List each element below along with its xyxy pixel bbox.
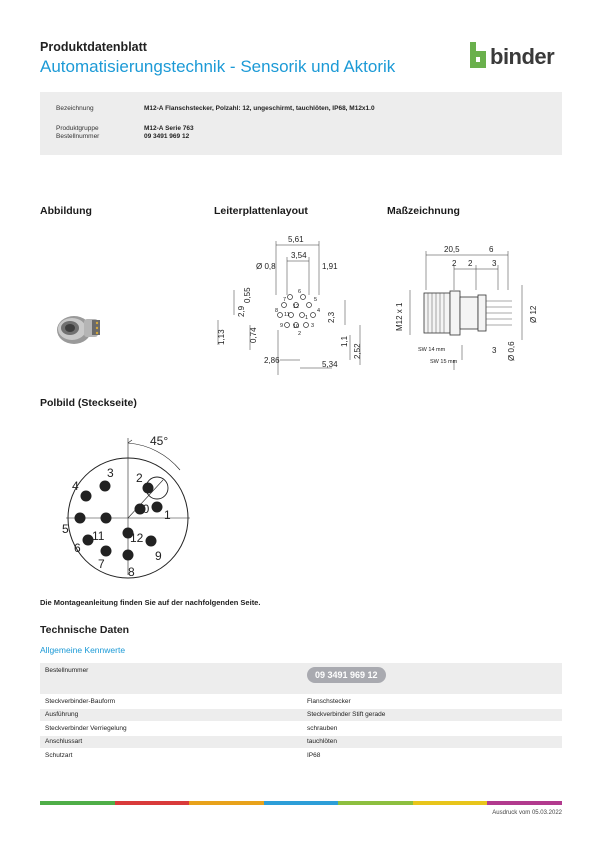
pcb-layout-drawing [210, 235, 378, 385]
pol-pin-9: 9 [155, 549, 162, 563]
pcb-dim-0-8: Ø 0,8 [256, 262, 276, 271]
heading-masszeichnung: Maßzeichnung [387, 205, 460, 217]
tech-value: schrauben [302, 722, 562, 736]
pcb-pin-1: 1 [305, 315, 309, 321]
color-bar-segment [264, 801, 339, 805]
tech-value: Flanschstecker [302, 695, 562, 709]
pcb-pin-12: 12 [293, 304, 300, 310]
pcb-pin-3: 3 [311, 323, 315, 329]
pcb-dim-2-9: 2,9 [237, 305, 246, 317]
tech-value: tauchlöten [302, 735, 562, 749]
table-row [40, 695, 562, 709]
heading-abbildung: Abbildung [40, 205, 92, 217]
tech-label: Schutzart [40, 749, 302, 763]
color-bar-segment [40, 801, 115, 805]
mass-dim-3-top: 3 [492, 259, 497, 268]
pcb-dim-2-3: 2,3 [327, 311, 336, 323]
pcb-dim-5-61: 5,61 [288, 235, 304, 244]
document-title: Produktdatenblatt [40, 40, 147, 54]
mass-dim-2b: 2 [468, 259, 473, 268]
tech-value: Steckverbinder Stift gerade [302, 708, 562, 722]
tech-value: IP68 [302, 749, 562, 763]
tech-data-subtitle: Allgemeine Kennwerte [40, 645, 126, 655]
pcb-pin-7: 7 [283, 297, 287, 303]
order-number-badge: 09 3491 969 12 [307, 667, 386, 683]
pol-pin-3: 3 [107, 466, 114, 480]
pcb-pin-9: 9 [280, 323, 284, 329]
pcb-pin-2: 2 [298, 331, 302, 337]
pol-pin-8: 8 [128, 565, 135, 579]
mass-dim-d12: Ø 12 [529, 305, 538, 323]
pol-pin-5: 5 [62, 522, 69, 536]
color-bar-segment [189, 801, 264, 805]
info-value-bestellnummer: 09 3491 969 12 [144, 133, 190, 140]
tech-data-table [40, 663, 562, 763]
table-row [40, 735, 562, 749]
pcb-pin-11: 11 [284, 312, 290, 318]
table-row [40, 749, 562, 763]
table-row [40, 708, 562, 722]
product-image [48, 305, 108, 350]
mass-dim-m12: M12 x 1 [395, 302, 404, 331]
mass-dim-3-bottom: 3 [492, 346, 497, 355]
tech-label: Ausführung [40, 708, 302, 722]
pol-pin-10: 10 [136, 502, 150, 516]
pin-layout-drawing [58, 430, 198, 580]
product-info-box [40, 92, 562, 155]
footer-color-bar [40, 801, 562, 805]
info-value-bezeichnung: M12-A Flanschstecker, Polzahl: 12, ungeschirmt, tauchlöten, IP68, M12x1.0 [144, 105, 375, 112]
pol-pin-1: 1 [164, 508, 171, 522]
mass-sw14: SW 14 mm [418, 347, 446, 353]
mass-sw15: SW 15 mm [430, 359, 458, 365]
pol-pin-6: 6 [74, 541, 81, 555]
heading-polbild: Polbild (Steckseite) [40, 397, 137, 409]
pol-pin-4: 4 [72, 479, 79, 493]
binder-logo-mark-icon [468, 40, 490, 70]
pcb-dim-3-54: 3,54 [291, 251, 307, 260]
tech-data-title: Technische Daten [40, 624, 130, 636]
table-row [40, 722, 562, 736]
info-label-produktgruppe: Produktgruppe [56, 125, 99, 132]
info-label-bezeichnung: Bezeichnung [56, 105, 94, 112]
mass-dim-20-5: 20,5 [444, 245, 460, 254]
pol-angle-label: 45° [150, 434, 169, 448]
assembly-note: Die Montageanleitung finden Sie auf der nachfolgenden Seite. [40, 598, 261, 607]
color-bar-segment [338, 801, 413, 805]
tech-label: Steckverbinder-Bauform [40, 695, 302, 709]
pcb-dim-2-52: 2,52 [353, 343, 362, 359]
document-subtitle: Automatisierungstechnik - Sensorik und Aktorik [40, 57, 396, 76]
pcb-pin-8: 8 [275, 308, 279, 314]
pol-pin-11: 11 [92, 529, 105, 543]
logo-text: binder [490, 44, 555, 69]
pcb-dim-0-74: 0,74 [249, 327, 258, 343]
pcb-dim-1-13: 1,13 [217, 329, 226, 345]
color-bar-segment [487, 801, 562, 805]
pcb-dim-1-1: 1,1 [340, 335, 349, 347]
tech-label: Anschlussart [40, 735, 302, 749]
tech-label: Bestellnummer [40, 663, 302, 695]
tech-label: Steckverbinder Verriegelung [40, 722, 302, 736]
pcb-pin-5: 5 [314, 297, 318, 303]
print-date: Ausdruck vom 05.03.2022 [492, 810, 562, 816]
pcb-dim-1-91: 1,91 [322, 262, 338, 271]
pcb-pin-4: 4 [317, 308, 321, 314]
pol-pin-7: 7 [98, 557, 105, 571]
pcb-dim-5-34: 5,34 [322, 360, 338, 369]
heading-leiterplattenlayout: Leiterplattenlayout [214, 205, 308, 217]
color-bar-segment [115, 801, 190, 805]
pcb-pin-10: 10 [293, 324, 300, 330]
table-row [40, 663, 562, 695]
pcb-dim-0-55: 0,55 [243, 287, 252, 303]
dimension-drawing [388, 235, 562, 385]
pol-pin-2: 2 [136, 471, 143, 485]
mass-dim-d0-6: Ø 0,6 [507, 341, 516, 361]
info-value-produktgruppe: M12-A Serie 763 [144, 125, 194, 132]
pcb-pin-6: 6 [298, 289, 302, 295]
mass-dim-6: 6 [489, 245, 494, 254]
info-label-bestellnummer: Bestellnummer [56, 133, 100, 140]
binder-logo [468, 40, 564, 70]
mass-dim-2a: 2 [452, 259, 457, 268]
color-bar-segment [413, 801, 488, 805]
pcb-dim-2-86: 2,86 [264, 356, 280, 365]
pol-pin-12: 12 [130, 531, 144, 545]
